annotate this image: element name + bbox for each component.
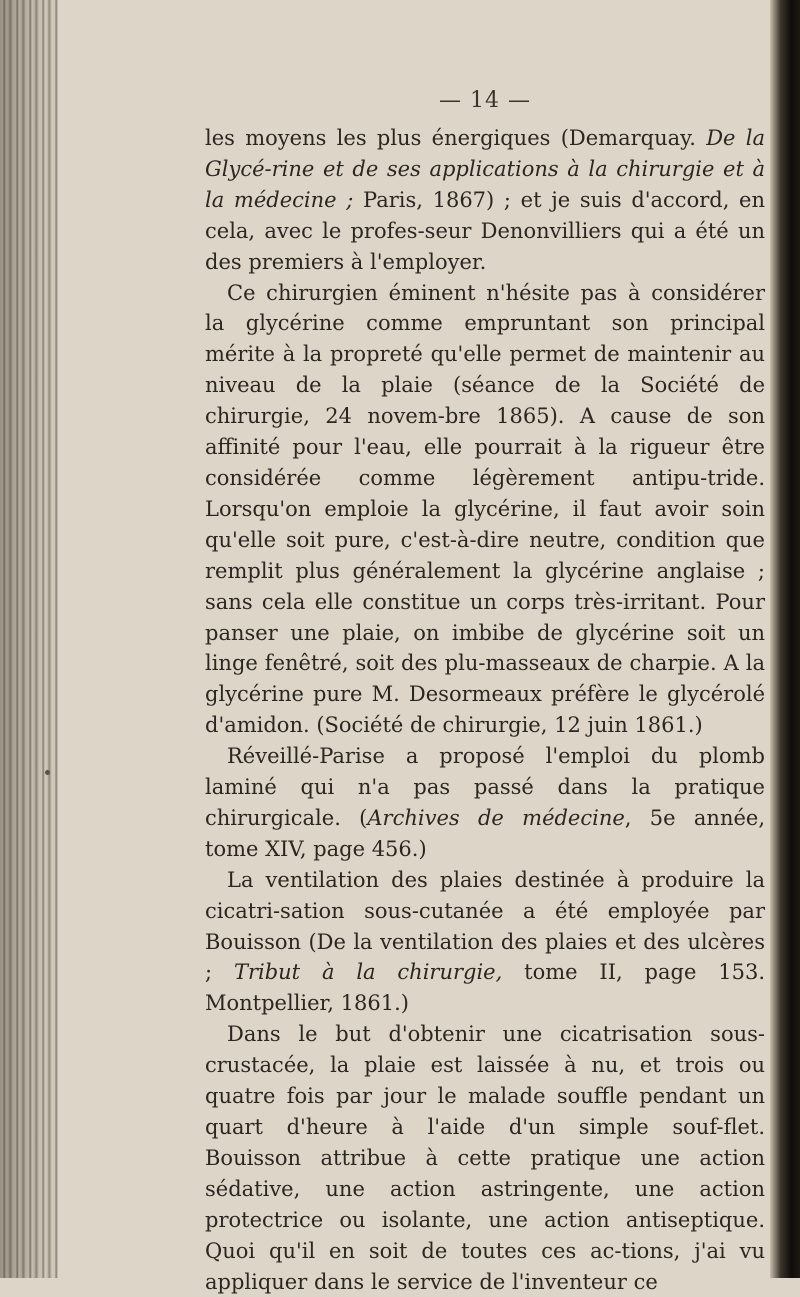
text-run: Ce chirurgien éminent n'hésite pas à considérer la glycérine comme empruntant son principal mérite à la propreté qu'elle permet de maintenir au niveau de la plaie (séance de la Société de chirurgie, 24 novem-bre 1865). A cause de son affinité pour l'eau, elle pourrait à la rigueur être considérée comme légèrement antipu-tride. Lorsqu'on emploie la glycérine, il faut avoir soin qu'elle soit pure, c'est-à-dire neutre, condition que remplit plus généralement la glycérine anglaise ; sans cela elle constitue un corps très-irritant. Pour panser une plaie, on imbibe de glycérine soit un linge fenêtré, soit des plu-masseaux de charpie. A la glycérine pure M. Desormeaux préfère le glycérolé d'amidon. (Société de chirurgie, 12 juin 1861.)	[205, 280, 765, 738]
page-number: — 14 —	[439, 88, 531, 113]
text-run: , 5e année, tome XIV, page 456.)	[205, 805, 765, 861]
text-run: La ventilation des plaies destinée à produire la cicatri-sation sous-cutanée a été employée par Bouisson (De la ventilation des plaies et des ulcères ;	[205, 867, 765, 985]
text-run: les moyens les plus énergiques (Demarquay.	[205, 126, 707, 150]
page-body	[205, 88, 765, 1297]
book-binding-edge	[0, 0, 58, 1278]
book-title: Tribut à la chirurgie,	[233, 960, 503, 985]
paragraph-5	[205, 1019, 765, 1297]
paragraph-2	[205, 278, 765, 742]
paragraph-4	[205, 865, 765, 1020]
text-run: Réveillé-Parise a proposé l'emploi du plomb laminé qui n'a pas passé dans la pratique chirurgicale. (	[205, 744, 765, 830]
paragraph-3	[205, 741, 765, 865]
text-run: Dans le but d'obtenir une cicatrisation sous-crustacée, la plaie est laissée à nu, et trois ou quatre fois par jour le malade souffle pendant un quart d'heure à l'aide d'un simple souf-flet. Bouisson attribue à cette pratique une action sédative, une action astringente, une action protectrice ou isolante, une action antiseptique. Quoi qu'il en soit de toutes ces ac-tions, j'ai vu appliquer dans le service de l'inventeur ce	[205, 1022, 765, 1294]
paragraph-1	[205, 123, 765, 278]
ink-speck	[45, 770, 50, 775]
text-run: tome II, page 153. Montpellier, 1861.)	[205, 960, 765, 1016]
text-run: Paris, 1867) ; et je suis d'accord, en cela, avec le profes-seur Denonvilliers qui a été un des premiers à l'employer.	[205, 187, 766, 274]
book-title: De la Glycé-rine et de ses applications à la chirurgie et à la médecine ;	[205, 126, 765, 212]
page-shadow-edge	[770, 0, 800, 1278]
journal-title: Archives de médecine	[367, 805, 625, 830]
